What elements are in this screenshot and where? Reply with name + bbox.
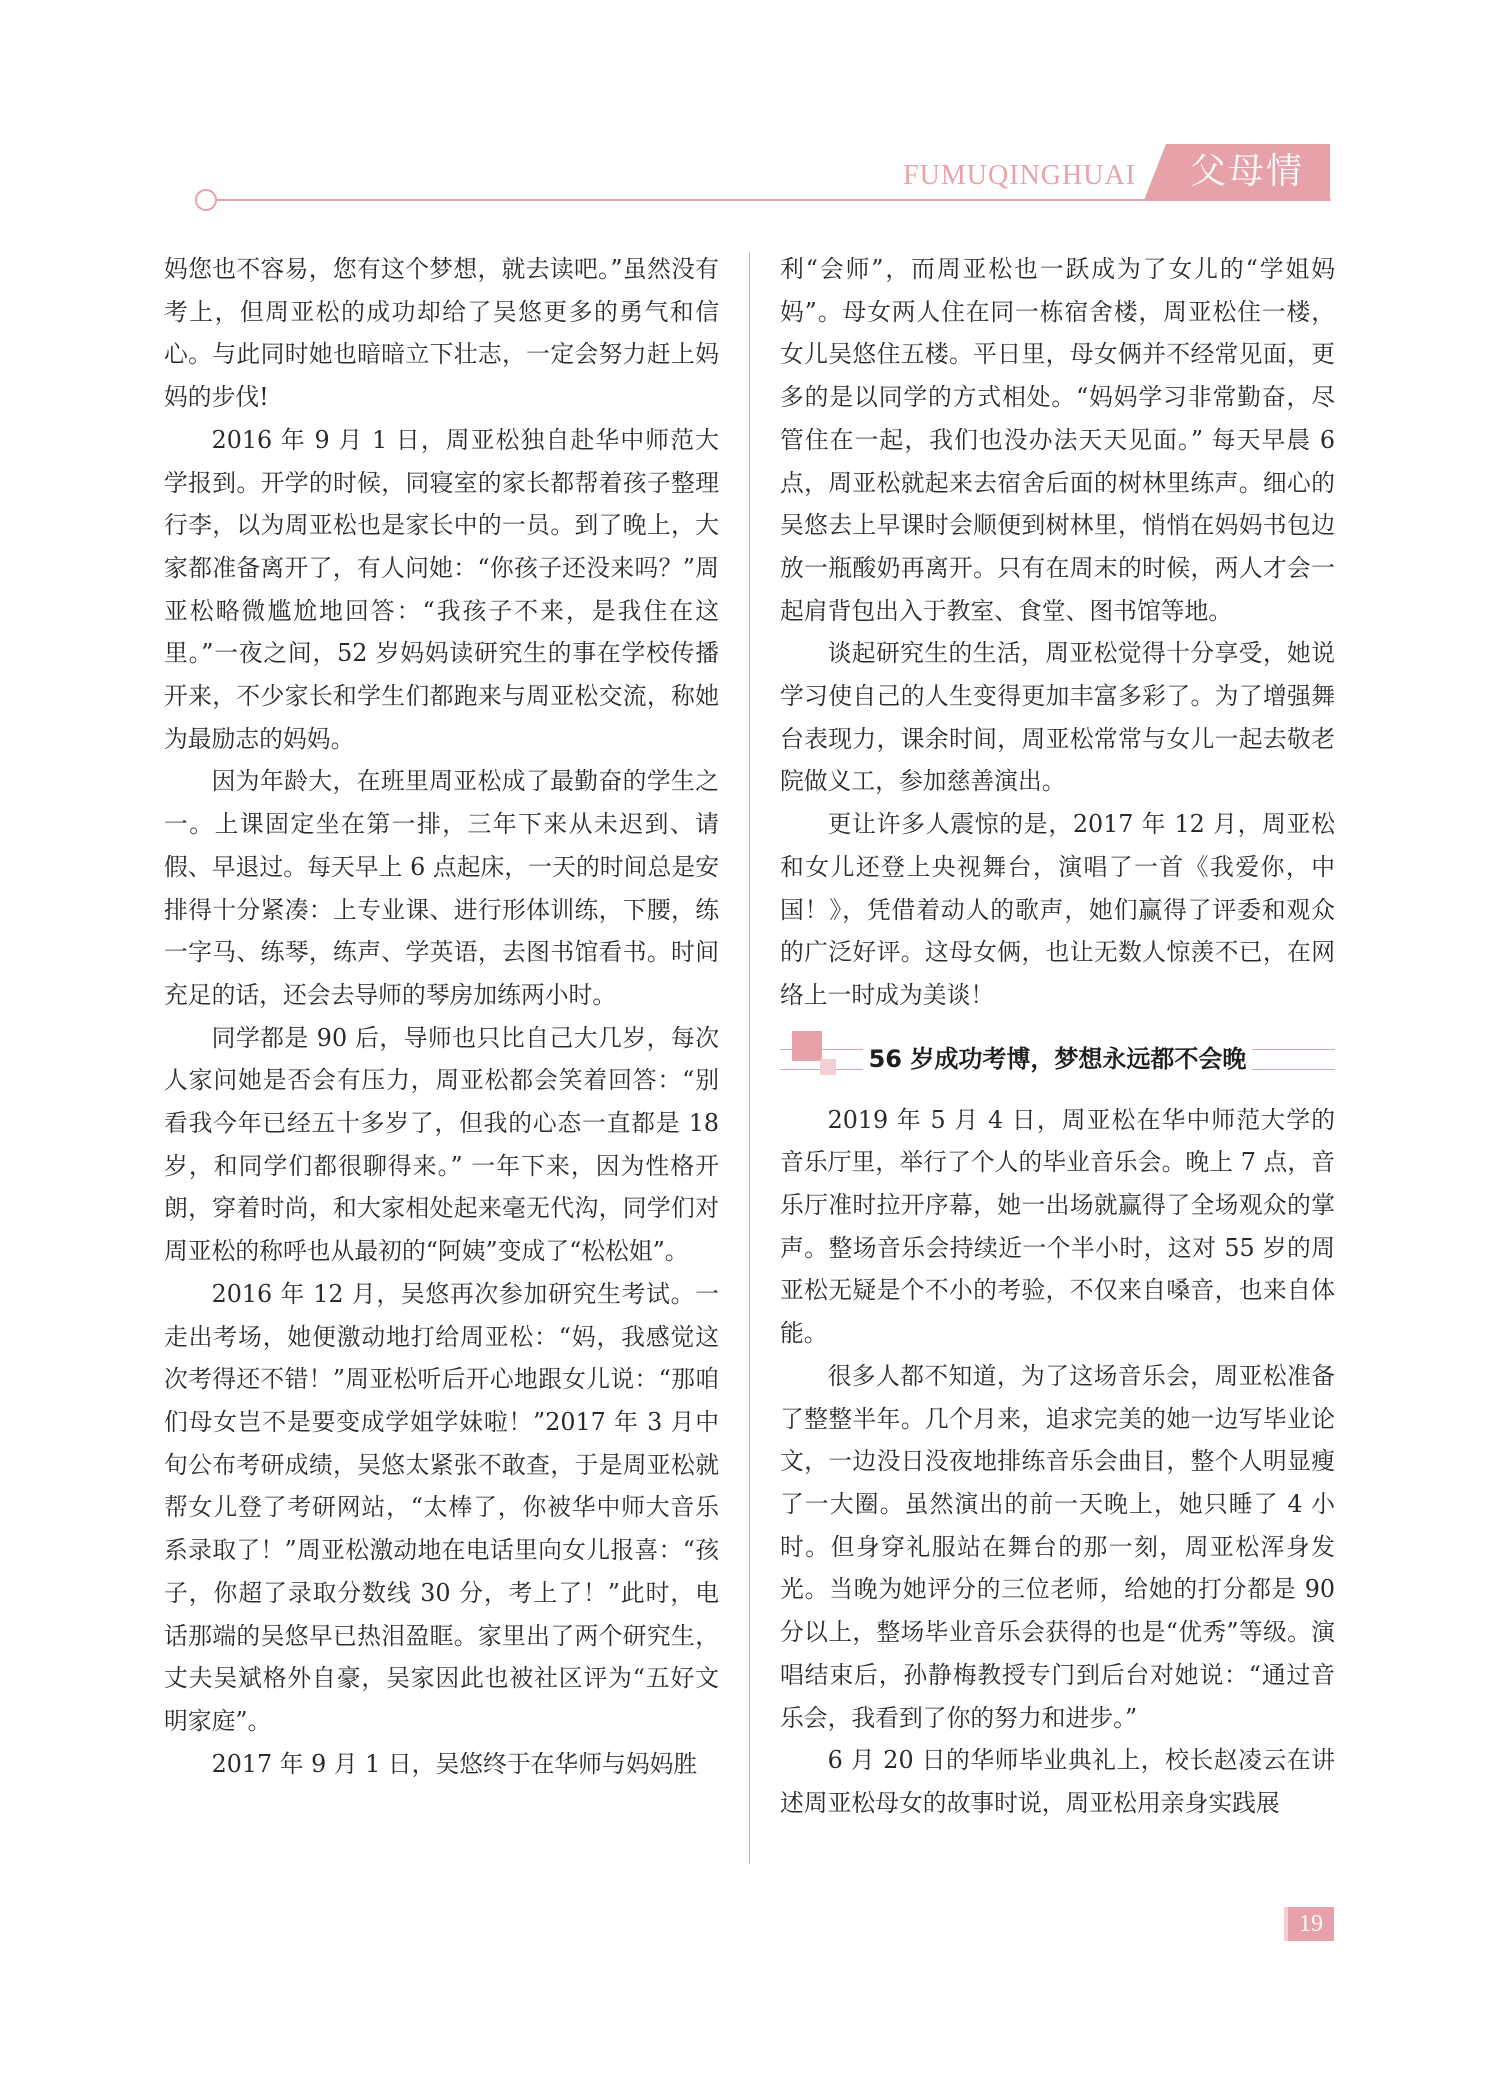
paragraph: 谈起研究生的生活，周亚松觉得十分享受，她说学习使自己的人生变得更加丰富多彩了。为了增强舞台表现力，课余时间，周亚松常常与女儿一起去敬老院做义工，参加慈善演出。 (780, 639, 1335, 796)
paragraph: 2016 年 9 月 1 日，周亚松独自赴华中师范大学报到。开学的时候，同寝室的家长都帮着孩子整理行李，以为周亚松也是家长中的一员。到了晚上，大家都准备离开了，有人问她：“你孩子还没来吗？”周亚松略微尴尬地回答：“我孩子不来，是我住在这里。”一夜之间，52 岁妈妈读研究生的事在学校传播开来，不少家长和学生们都跑来与周亚松交流，称她为最励志的妈妈。 (164, 425, 719, 753)
paragraph: 2019 年 5 月 4 日，周亚松在华中师范大学的音乐厅里，举行了个人的毕业音乐会。晚上 7 点，音乐厅准时拉开序幕，她一出场就赢得了全场观众的掌声。整场音乐会持续近一个半小时，这对 55 岁的周亚松无疑是个不小的考验，不仅来自嗓音，也来自体能。 (780, 1105, 1335, 1348)
paragraph: 更让许多人震惊的是，2017 年 12 月，周亚松和女儿还登上央视舞台，演唱了一首《我爱你，中国！》，凭借着动人的歌声，她们赢得了评委和观众的广泛好评。这母女俩，也让无数人惊羡不已，在网络上一时成为美谈！ (780, 810, 1335, 1009)
section-heading (780, 1029, 1335, 1091)
right-column (780, 248, 1335, 1825)
section-heading-title (780, 1043, 1335, 1075)
header-section-title: 父母情怀 (1189, 151, 1304, 244)
paragraph: 很多人都不知道，为了这场音乐会，周亚松准备了整整半年。几个月来，追求完美的她一边写毕业论文，一边没日没夜地排练音乐会曲目，整个人明显瘦了一大圈。虽然演出的前一天晚上，她只睡了 4 小时。但身穿礼服站在舞台的那一刻，周亚松浑身发光。当晚为她评分的三位老师，给她的打分都是 90 分以上，整场毕业音乐会获得的也是“优秀”等级。演唱结束后，孙静梅教授专门到后台对她说：“通过音乐会，我看到了你的努力和进步。” (780, 1361, 1335, 1732)
paragraph: 妈您也不容易，您有这个梦想，就去读吧。”虽然没有考上，但周亚松的成功却给了吴悠更多的勇气和信心。与此同时她也暗暗立下壮志，一定会努力赶上妈妈的步伐! (164, 255, 719, 412)
column-divider (749, 252, 750, 1864)
page-number: 19 (1284, 1907, 1334, 1941)
left-column (164, 248, 719, 1785)
section-heading-text: 56 岁成功考博，梦想永远都不会晚 (863, 1045, 1253, 1073)
paragraph: 同学都是 90 后，导师也只比自己大几岁，每次人家问她是否会有压力，周亚松都会笑着回答：“别看我今年已经五十多岁了，但我的心态一直都是 18 岁，和同学们都很聊得来。” 一年下来，因为性格开朗，穿着时尚，和大家相处起来毫无代沟，同学们对周亚松的称呼也从最初的“阿姨”变成了“松松姐”。 (164, 1023, 719, 1266)
header-circle-ornament (195, 189, 217, 211)
paragraph: 6 月 20 日的华师毕业典礼上，校长赵凌云在讲述周亚松母女的故事时说，周亚松用亲身实践展 (780, 1746, 1335, 1817)
header-rule (216, 199, 1331, 201)
paragraph: 2017 年 9 月 1 日，吴悠终于在华师与妈妈胜 (211, 1749, 698, 1778)
header-pinyin-title: FUMUQINGHUAI (903, 160, 1136, 191)
paragraph: 利“会师”，而周亚松也一跃成为了女儿的“学姐妈妈”。母女两人住在同一栋宿舍楼，周亚松住一楼，女儿吴悠住五楼。平日里，母女俩并不经常见面，更多的是以同学的方式相处。“妈妈学习非常勤奋，尽管住在一起，我们也没办法天天见面。” 每天早晨 6 点，周亚松就起来去宿舍后面的树林里练声。细心的吴悠去上早课时会顺便到树林里，悄悄在妈妈书包边放一瓶酸奶再离开。只有在周末的时候，两人才会一起肩背包出入于教室、食堂、图书馆等地。 (780, 255, 1335, 625)
paragraph: 因为年龄大，在班里周亚松成了最勤奋的学生之一。上课固定坐在第一排，三年下来从未迟到、请假、早退过。每天早上 6 点起床，一天的时间总是安排得十分紧凑：上专业课、进行形体训练，下腰，练一字马、练琴，练声、学英语，去图书馆看书。时间充足的话，还会去导师的琴房加练两小时。 (164, 767, 719, 1009)
paragraph: 2016 年 12 月，吴悠再次参加研究生考试。一走出考场，她便激动地打给周亚松：“妈，我感觉这次考得还不错！”周亚松听后开心地跟女儿说：“那咱们母女岂不是要变成学姐学妹啦！”2017 年 3 月中旬公布考研成绩，吴悠太紧张不敢查，于是周亚松就帮女儿登了考研网站，“太棒了，你被华中师大音乐系录取了！”周亚松激动地在电话里向女儿报喜：“孩子，你超了录取分数线 30 分，考上了！”此时，电话那端的吴悠早已热泪盈眶。家里出了两个研究生，丈夫吴斌格外自豪，吴家因此也被社区评为“五好文明家庭”。 (164, 1279, 719, 1735)
